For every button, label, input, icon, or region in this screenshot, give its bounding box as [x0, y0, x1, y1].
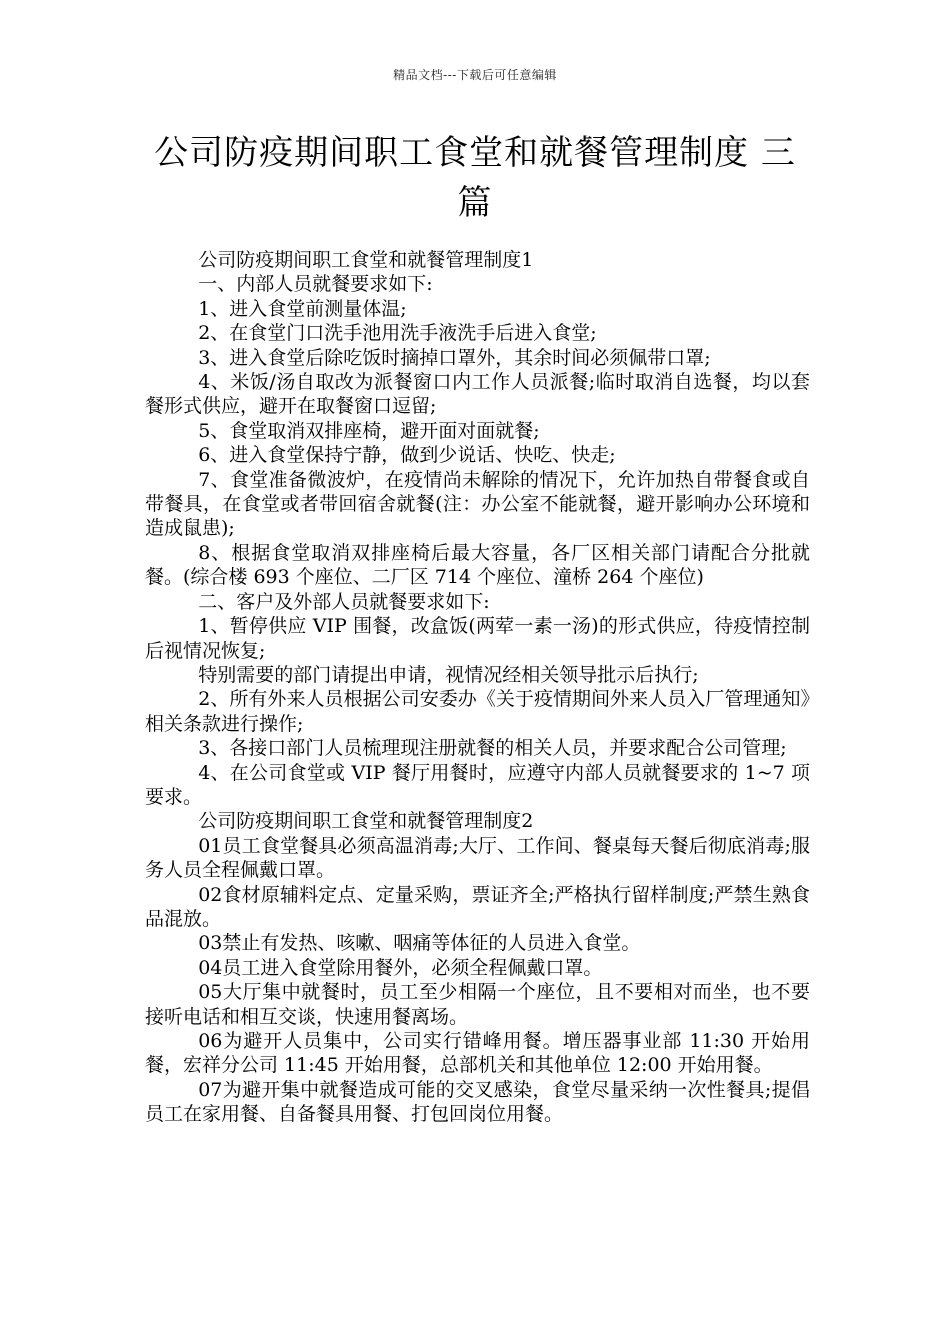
- header-note: 精品文档---下载后可任意编辑: [393, 68, 557, 82]
- paragraph: 02食材原辅料定点、定量采购，票证齐全;严格执行留样制度;严禁生熟食品混放。: [145, 883, 810, 930]
- document-body: [145, 248, 810, 1127]
- paragraph: 4、米饭/汤自取改为派餐窗口内工作人员派餐;临时取消自选餐，均以套餐形式供应，避开在取餐窗口逗留;: [145, 371, 810, 418]
- paragraph: 8、根据食堂取消双排座椅后最大容量，各厂区相关部门请配合分批就餐。(综合楼 693 个座位、二厂区 714 个座位、潼桥 264 个座位): [145, 541, 810, 589]
- paragraph: 01员工食堂餐具必须高温消毒;大厅、工作间、餐桌每天餐后彻底消毒;服务人员全程佩戴口罩。: [145, 834, 810, 882]
- paragraph: 6、进入食堂保持宁静，做到少说话、快吃、快走;: [198, 444, 616, 467]
- paragraph: 06为避开人员集中，公司实行错峰用餐。增压器事业部 11:30 开始用餐，宏祥分公司 11:45 开始用餐，总部机关和其他单位 12:00 开始用餐。: [145, 1030, 810, 1077]
- paragraph: 公司防疫期间职工食堂和就餐管理制度1: [198, 249, 534, 271]
- paragraph: 3、进入食堂后除吃饭时摘掉口罩外，其余时间必须佩带口罩;: [198, 346, 711, 369]
- paragraph: 4、在公司食堂或 VIP 餐厅用餐时，应遵守内部人员就餐要求的 1~7 项要求。: [145, 761, 810, 808]
- paragraph: 05大厅集中就餐时，员工至少相隔一个座位，且不要相对而坐，也不要接听电话和相互交谈，快速用餐离场。: [145, 981, 810, 1028]
- paragraph: 07为避开集中就餐造成可能的交叉感染，食堂尽量采纳一次性餐具;提倡员工在家用餐、自备餐具用餐、打包回岗位用餐。: [145, 1078, 810, 1126]
- paragraph: 公司防疫期间职工食堂和就餐管理制度2: [198, 810, 534, 833]
- paragraph: 3、各接口部门人员梳理现注册就餐的相关人员，并要求配合公司管理;: [198, 737, 787, 760]
- paragraph: 2、在食堂门口洗手池用洗手液洗手后进入食堂;: [198, 322, 597, 345]
- document-title: 公司防疫期间职工食堂和就餐管理制度 三篇: [154, 133, 796, 223]
- paragraph: 03禁止有发热、咳嗽、咽痛等体征的人员进入食堂。: [198, 932, 641, 955]
- paragraph: 一、内部人员就餐要求如下:: [198, 273, 433, 296]
- paragraph: 7、食堂准备微波炉，在疫情尚未解除的情况下，允许加热自带餐食或自带餐具，在食堂或者带回宿舍就餐(注：办公室不能就餐，避开影响办公环境和造成鼠患);: [145, 468, 810, 540]
- paragraph: 特别需要的部门请提出申请，视情况经相关领导批示后执行;: [198, 663, 699, 686]
- paragraph: 1、暂停供应 VIP 围餐，改盒饭(两荤一素一汤)的形式供应，待疫情控制后视情况恢复;: [145, 615, 810, 662]
- paragraph: 二、客户及外部人员就餐要求如下:: [198, 590, 490, 613]
- paragraph: 04员工进入食堂除用餐外，必须全程佩戴口罩。: [198, 956, 603, 979]
- paragraph: 5、食堂取消双排座椅，避开面对面就餐;: [198, 419, 540, 442]
- paragraph: 2、所有外来人员根据公司安委办《关于疫情期间外来人员入厂管理通知》相关条款进行操作;: [145, 688, 810, 735]
- paragraph: 1、进入食堂前测量体温;: [198, 297, 407, 320]
